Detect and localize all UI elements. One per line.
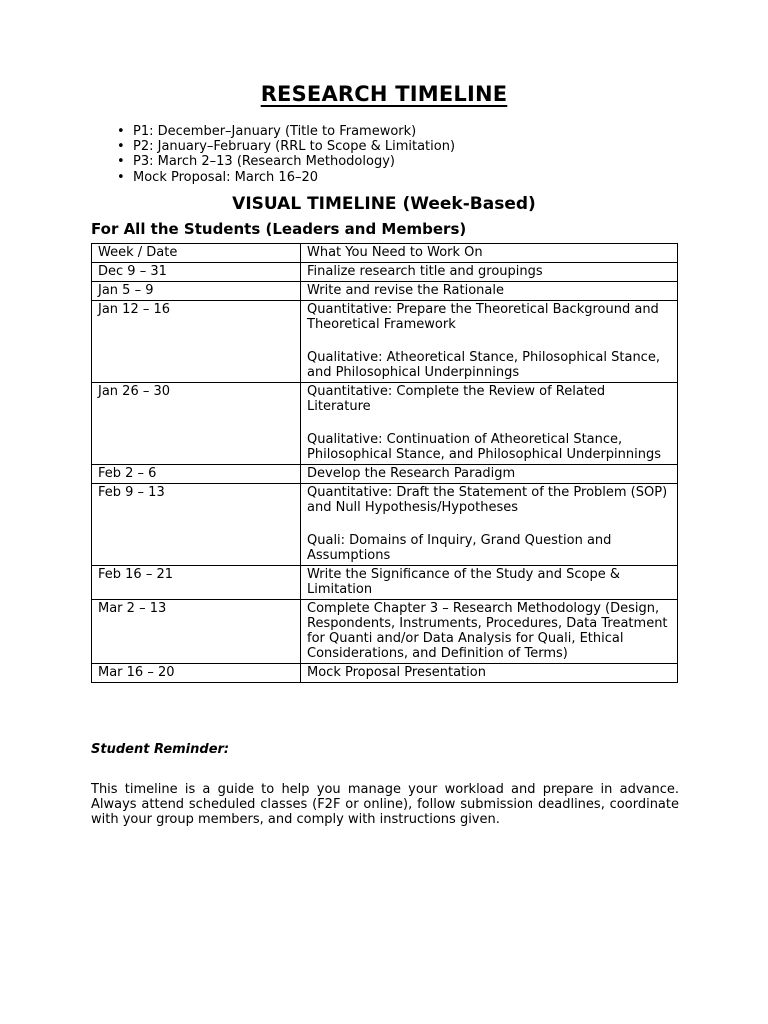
phase-item: • Mock Proposal: March 16–20 <box>117 170 455 185</box>
task-text: Develop the Research Paradigm <box>307 466 516 481</box>
week-cell: Feb 16 – 21 <box>92 566 301 600</box>
week-cell: Mar 16 – 20 <box>92 664 301 683</box>
table-row <box>92 664 678 683</box>
task-text: Qualitative: Atheoretical Stance, Philosophical Stance, and Philosophical Underpinnings <box>307 350 660 380</box>
audience-heading: For All the Students (Leaders and Members) <box>91 220 467 238</box>
timeline-table-body <box>92 263 678 683</box>
paragraph-gap <box>307 332 671 350</box>
table-row <box>92 282 678 301</box>
week-cell: Dec 9 – 31 <box>92 263 301 282</box>
column-header-task: What You Need to Work On <box>301 244 678 263</box>
table-row <box>92 263 678 282</box>
table-row <box>92 484 678 566</box>
table-header-row <box>92 244 678 263</box>
task-cell <box>301 484 678 566</box>
task-text: Qualitative: Continuation of Atheoretical Stance, Philosophical Stance, and Philosophical Underpinnings <box>307 432 662 462</box>
task-cell <box>301 282 678 301</box>
task-text: Write the Significance of the Study and Scope & Limitation <box>307 567 620 597</box>
task-text: Mock Proposal Presentation <box>307 665 486 680</box>
phase-item: • P3: March 2–13 (Research Methodology) <box>117 154 455 169</box>
task-text: Complete Chapter 3 – Research Methodology (Design, Respondents, Instruments, Procedures, Data Treatment for Quanti and/or Data Analysis for Quali, Ethical Considerations, and Definition of Terms) <box>307 601 668 661</box>
task-cell <box>301 566 678 600</box>
paragraph-gap <box>307 414 671 432</box>
task-cell <box>301 301 678 383</box>
reminder-heading: Student Reminder: <box>91 742 230 757</box>
table-row <box>92 566 678 600</box>
task-cell <box>301 600 678 664</box>
table-row <box>92 465 678 484</box>
table-row <box>92 600 678 664</box>
phase-item: • P2: January–February (RRL to Scope & Limitation) <box>117 139 455 154</box>
task-cell <box>301 465 678 484</box>
phase-item: • P1: December–January (Title to Framework) <box>117 124 455 139</box>
task-text: Quantitative: Complete the Review of Related Literature <box>307 384 606 414</box>
week-cell: Jan 5 – 9 <box>92 282 301 301</box>
document-title: RESEARCH TIMELINE <box>260 82 508 106</box>
week-cell: Feb 9 – 13 <box>92 484 301 566</box>
column-header-week: Week / Date <box>92 244 301 263</box>
task-cell <box>301 263 678 282</box>
reminder-text: This timeline is a guide to help you manage your workload and prepare in advance. Always attend scheduled classes (F2F or online), follow submission deadlines, coordinate with your group members, and comply with instructions given. <box>91 782 679 827</box>
task-cell <box>301 383 678 465</box>
week-cell: Mar 2 – 13 <box>92 600 301 664</box>
task-text: Finalize research title and groupings <box>307 264 543 279</box>
task-cell <box>301 664 678 683</box>
phase-list <box>117 124 455 185</box>
task-text: Write and revise the Rationale <box>307 283 504 298</box>
task-text: Quantitative: Prepare the Theoretical Background and Theoretical Framework <box>307 302 659 332</box>
table-row <box>92 301 678 383</box>
week-cell: Jan 26 – 30 <box>92 383 301 465</box>
table-row <box>92 383 678 465</box>
paragraph-gap <box>307 515 671 533</box>
week-cell: Jan 12 – 16 <box>92 301 301 383</box>
task-text: Quali: Domains of Inquiry, Grand Question and Assumptions <box>307 533 612 563</box>
task-text: Quantitative: Draft the Statement of the Problem (SOP) and Null Hypothesis/Hypotheses <box>307 485 668 515</box>
section-subtitle: VISUAL TIMELINE (Week-Based) <box>232 194 536 214</box>
timeline-table <box>91 243 678 683</box>
week-cell: Feb 2 – 6 <box>92 465 301 484</box>
